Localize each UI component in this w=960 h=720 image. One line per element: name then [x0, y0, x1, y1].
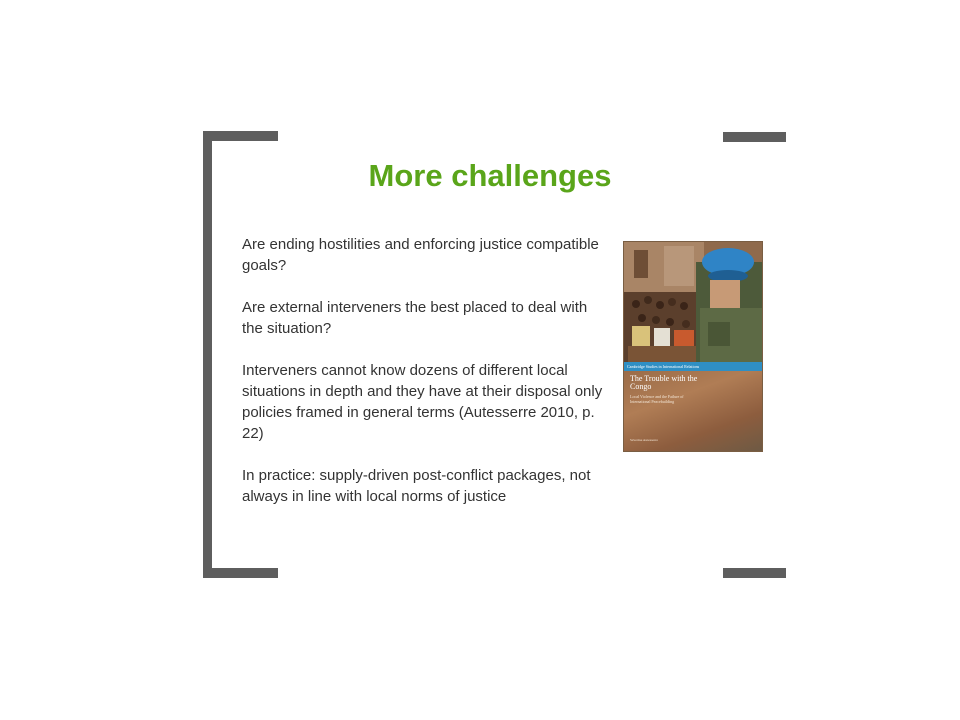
right-bottom-bar	[723, 568, 786, 578]
cover-title: The Trouble with the Congo	[630, 374, 698, 391]
left-bracket-bottom-bar	[203, 568, 278, 578]
cover-photo	[624, 242, 762, 362]
body-paragraph: Interveners cannot know dozens of different local situations in depth and they have at their disposal only policies framed in general terms (Autesserre 2010, p. 22)	[242, 362, 603, 442]
body-paragraph: Are external interveners the best placed to deal with the situation?	[242, 299, 588, 337]
left-bracket-vertical-bar	[203, 131, 212, 578]
body-paragraph: Are ending hostilities and enforcing justice compatible goals?	[242, 236, 599, 274]
cover-author: Séverine Autesserre	[630, 438, 658, 442]
slide-body	[242, 234, 612, 528]
cover-series-band: Cambridge Studies in International Relations	[624, 362, 762, 371]
left-bracket-top-bar	[203, 131, 278, 141]
body-paragraph: In practice: supply-driven post-conflict packages, not always in line with local norms of justice	[242, 467, 591, 505]
right-top-bar	[723, 132, 786, 142]
book-cover-image	[623, 241, 763, 452]
cover-subtitle: Local Violence and the Failure of International Peacebuilding	[630, 394, 684, 404]
slide-title: More challenges	[368, 158, 612, 193]
